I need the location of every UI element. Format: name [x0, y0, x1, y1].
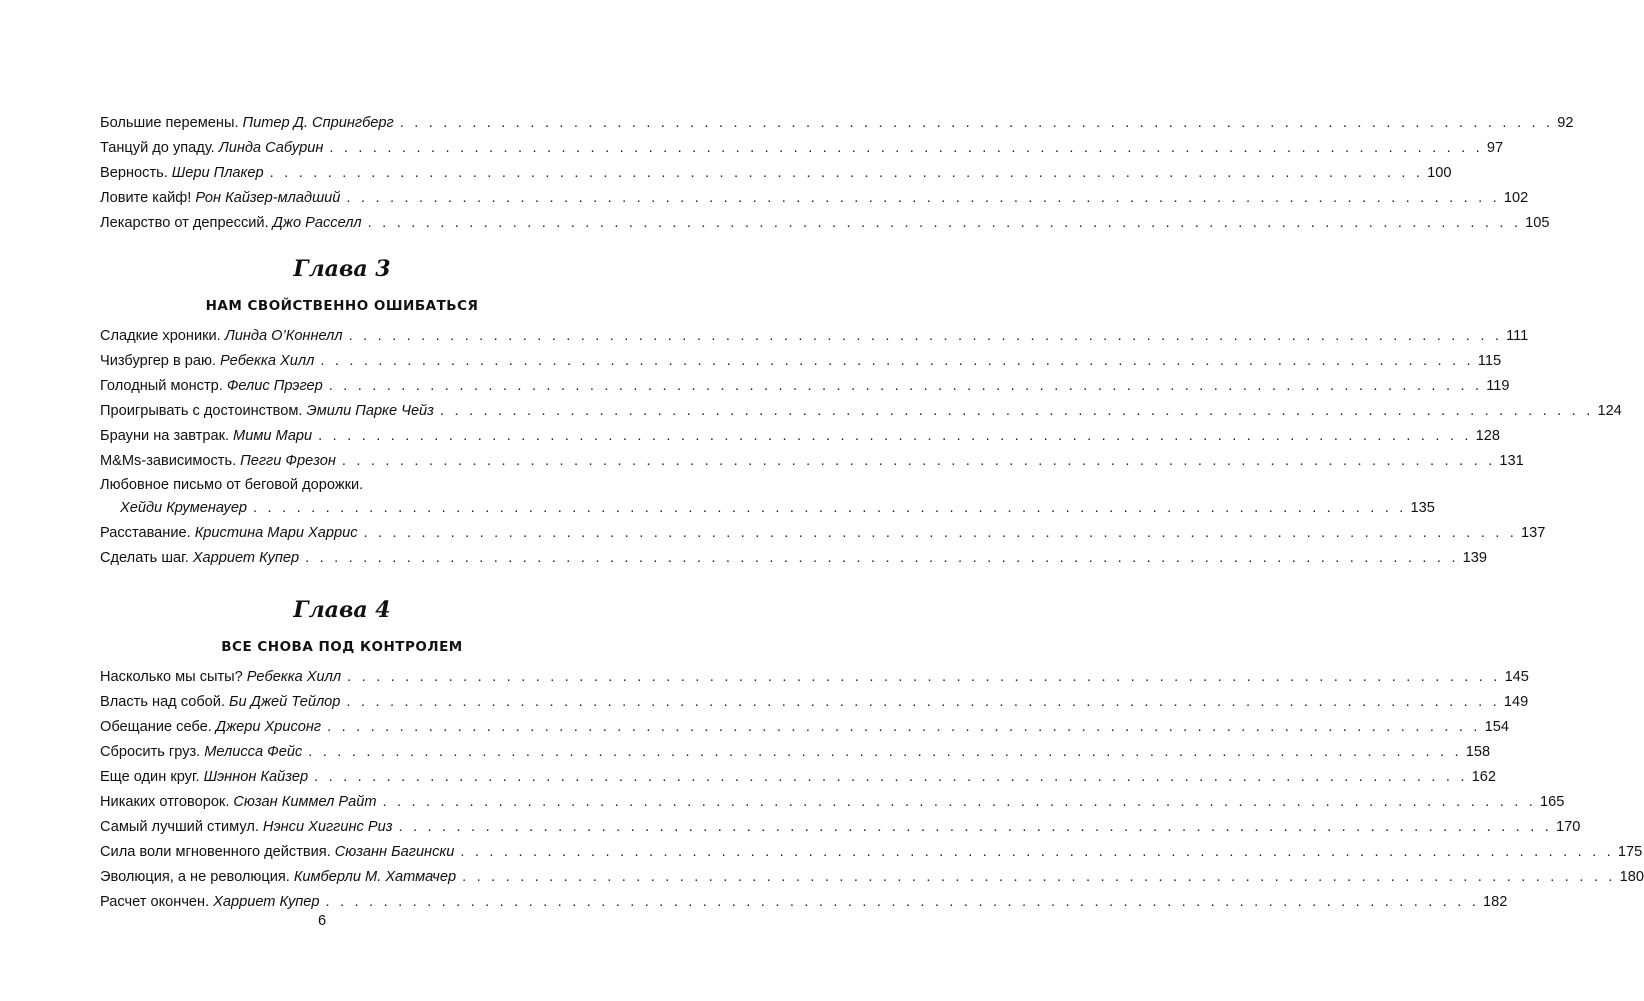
leader-dots: . . . . . . . . . . . . . . . . . . . . . . . . . . . . . . . . . . . . . . . . . . . . . . . . . . . . . . . . . . . . . . . . . . . . . . . . . . . . . . . .: [320, 353, 1474, 369]
entry-page: 119: [1486, 378, 1510, 394]
toc-entry: [100, 374, 1510, 399]
leader-dots: . . . . . . . . . . . . . . . . . . . . . . . . . . . . . . . . . . . . . . . . . . . . . . . . . . . . . . . . . . . . . . . . . . . . . . . . . . . . . . . .: [439, 403, 1594, 419]
entry-title: Сладкие хроники.: [100, 328, 221, 344]
entry-author: Сюзанн Багински: [334, 844, 455, 860]
chapter-4-subtitle: ВСЕ СНОВА ПОД КОНТРОЛЕМ: [221, 639, 463, 655]
entry-author: Линда Сабурин: [218, 140, 324, 156]
entry-page: 111: [1506, 328, 1529, 344]
leader-dots: . . . . . . . . . . . . . . . . . . . . . . . . . . . . . . . . . . . . . . . . . . . . . . . . . . . . . . . . . . . . . . . . . . . . . . . . . . . . . . . .: [346, 190, 1500, 206]
entry-page: 97: [1486, 140, 1504, 156]
entry-page: 154: [1484, 719, 1509, 735]
entry-page: 92: [1557, 115, 1574, 131]
toc-page: [100, 111, 1644, 915]
toc-entry: [100, 111, 1574, 136]
leader-dots: . . . . . . . . . . . . . . . . . . . . . . . . . . . . . . . . . . . . . . . . . . . . . . . . . . . . . . . . . . . . . . . . . . . . . . . . . . . . . . . .: [347, 669, 1501, 685]
entry-author: Кристина Мари Харрис: [194, 525, 358, 541]
entry-author: Рон Кайзер-младший: [195, 190, 341, 206]
page-number: 6: [317, 913, 327, 929]
entry-page: 165: [1539, 794, 1565, 810]
leader-dots: . . . . . . . . . . . . . . . . . . . . . . . . . . . . . . . . . . . . . . . . . . . . . . . . . . . . . . . . . . . . . . . . . . . . . . . . . . . . . . . .: [348, 328, 1503, 344]
toc-entry: [100, 690, 1529, 715]
entry-author: Джо Расселл: [272, 215, 362, 231]
entry-page: 102: [1503, 190, 1529, 206]
entry-title: Большие перемены.: [100, 115, 239, 131]
leader-dots: . . . . . . . . . . . . . . . . . . . . . . . . . . . . . . . . . . . . . . . . . . . . . . . . . . . . . . . . . . . . . . . . . . . . . . . . . . . . . . . .: [325, 894, 1480, 910]
toc-chapter-4-list: [100, 665, 1644, 915]
entry-author: Пегги Фрезон: [240, 453, 336, 469]
toc-entry: [100, 521, 1546, 546]
entry-title: Власть над собой.: [100, 694, 226, 710]
toc-entry: [100, 449, 1524, 474]
entry-title: Танцуй до упаду.: [100, 140, 215, 156]
entry-author: Шэннон Кайзер: [203, 769, 309, 785]
toc-chapter-3-list: [100, 324, 1622, 571]
toc-entry: [100, 715, 1509, 740]
entry-title: Брауни на завтрак.: [100, 428, 230, 444]
entry-author: Линда О’Коннелл: [224, 328, 343, 344]
entry-page: 137: [1521, 525, 1546, 541]
entry-author: Фелис Прэгер: [226, 378, 323, 394]
toc-entry: [100, 665, 1529, 690]
toc-entry-continuation: [100, 496, 1435, 521]
leader-dots: . . . . . . . . . . . . . . . . . . . . . . . . . . . . . . . . . . . . . . . . . . . . . . . . . . . . . . . . . . . . . . . . . . . . . . . . . . . . . . . .: [382, 794, 1536, 810]
entry-page: 131: [1499, 453, 1524, 469]
entry-author: Харриет Купер: [213, 894, 320, 910]
entry-author: Кимберли М. Хатмачер: [293, 869, 457, 885]
toc-entry: [100, 890, 1508, 915]
toc-entry: [100, 546, 1487, 571]
toc-section-top: [100, 111, 1574, 236]
toc-entry: [100, 815, 1581, 840]
entry-page: 128: [1475, 428, 1501, 444]
toc-entry: [100, 211, 1550, 236]
entry-page: 145: [1504, 669, 1529, 685]
leader-dots: . . . . . . . . . . . . . . . . . . . . . . . . . . . . . . . . . . . . . . . . . . . . . . . . . . . . . . . . . . . . . . . . . . . . . . . . . . . . . . . .: [460, 844, 1614, 860]
entry-title: Чизбургер в раю.: [100, 353, 217, 369]
entry-title: Лекарство от депрессий.: [100, 215, 269, 231]
entry-author: Эмили Парке Чейз: [306, 403, 434, 419]
entry-title: Обещание себе.: [100, 719, 212, 735]
leader-dots: . . . . . . . . . . . . . . . . . . . . . . . . . . . . . . . . . . . . . . . . . . . . . . . . . . . . . . . . . . . . . . . . . . . . . . . . . . . . . . . .: [318, 428, 1472, 444]
toc-entry: [100, 349, 1502, 374]
toc-entry: [100, 865, 1644, 890]
entry-title: Ловите кайф!: [100, 190, 192, 206]
entry-page: 170: [1556, 819, 1581, 835]
entry-title: Голодный монстр.: [100, 378, 223, 394]
toc-entry: [100, 765, 1496, 790]
entry-title: Самый лучший стимул.: [100, 819, 259, 835]
chapter-3-heading: Глава 3: [293, 256, 391, 282]
entry-title: M&Ms-зависимость.: [100, 453, 237, 469]
leader-dots: . . . . . . . . . . . . . . . . . . . . . . . . . . . . . . . . . . . . . . . . . . . . . . . . . . . . . . . . . . . . . . . . . . . . . . . . . . . . . . . .: [314, 769, 1468, 785]
leader-dots: . . . . . . . . . . . . . . . . . . . . . . . . . . . . . . . . . . . . . . . . . . . . . . . . . . . . . . . . . . . . . . . . . . . . . . . . . . . . . . . .: [346, 694, 1500, 710]
leader-dots: . . . . . . . . . . . . . . . . . . . . . . . . . . . . . . . . . . . . . . . . . . . . . . . . . . . . . . . . . . . . . . . . . . . . . . . . . . . . . . . .: [328, 378, 1483, 394]
entry-page: 175: [1617, 844, 1643, 860]
chapter-3-subtitle: НАМ СВОЙСТВЕННО ОШИБАТЬСЯ: [205, 298, 479, 314]
entry-author: Джери Хрисонг: [215, 719, 322, 735]
entry-title: Насколько мы сыты?: [100, 669, 243, 685]
leader-dots: . . . . . . . . . . . . . . . . . . . . . . . . . . . . . . . . . . . . . . . . . . . . . . . . . . . . . . . . . . . . . . . . . . . . . . . . . . . . . . . .: [341, 453, 1496, 469]
entry-page: 158: [1465, 744, 1491, 760]
entry-page: 162: [1471, 769, 1496, 785]
toc-entry: [100, 424, 1501, 449]
toc-entry: [100, 136, 1504, 161]
entry-author: Нэнси Хиггинс Риз: [262, 819, 393, 835]
leader-dots: . . . . . . . . . . . . . . . . . . . . . . . . . . . . . . . . . . . . . . . . . . . . . . . . . . . . . . . . . . . . . . . . . . . . . . . . . . . . . . . .: [269, 165, 1424, 181]
entry-title: Проигрывать с достоинством.: [100, 403, 303, 419]
entry-author: Питер Д. Спрингберг: [242, 115, 394, 131]
leader-dots: . . . . . . . . . . . . . . . . . . . . . . . . . . . . . . . . . . . . . . . . . . . . . . . . . . . . . . . . . . . . . . . . . . . . . . . . . . . . . . . .: [462, 869, 1616, 885]
entry-page: 124: [1597, 403, 1622, 419]
toc-entry: [100, 399, 1622, 424]
entry-title: Расставание.: [100, 525, 191, 541]
leader-dots: . . . . . . . . . . . . . . . . . . . . . . . . . . . . . . . . . . . . . . . . . . . . . . . . . . . . . . . . . . . . . . . . . . . . . . . . . . . . . . . .: [398, 819, 1552, 835]
entry-title: Никаких отговорок.: [100, 794, 230, 810]
entry-page: 105: [1525, 215, 1550, 231]
leader-dots: . . . . . . . . . . . . . . . . . . . . . . . . . . . . . . . . . . . . . . . . . . . . . . . . . . . . . . . . . . . . . . . . . . . . . . . . . . . . . . . .: [327, 719, 1481, 735]
entry-title: Расчет окончен.: [100, 894, 210, 910]
entry-page: 115: [1477, 353, 1502, 369]
entry-title: Еще один круг.: [100, 769, 200, 785]
entry-author: Мими Мари: [233, 428, 313, 444]
entry-author: Харриет Купер: [192, 550, 300, 566]
entry-title: Сила воли мгновенного действия.: [100, 844, 331, 860]
entry-author: Ребекка Хилл: [246, 669, 342, 685]
leader-dots: . . . . . . . . . . . . . . . . . . . . . . . . . . . . . . . . . . . . . . . . . . . . . . . . . . . . . . . . . . . . . . . . . . . . . . . . . . . . . . . .: [363, 525, 1517, 541]
entry-author: Би Джей Тейлор: [229, 694, 341, 710]
entry-title: Эволюция, а не революция.: [100, 869, 290, 885]
leader-dots: . . . . . . . . . . . . . . . . . . . . . . . . . . . . . . . . . . . . . . . . . . . . . . . . . . . . . . . . . . . . . . . . . . . . . . . . . . . . . . . .: [308, 744, 1462, 760]
entry-author: Шери Плакер: [171, 165, 264, 181]
toc-entry: [100, 840, 1643, 865]
leader-dots: . . . . . . . . . . . . . . . . . . . . . . . . . . . . . . . . . . . . . . . . . . . . . . . . . . . . . . . . . . . . . . . . . . . . . . . . . . . . . . . .: [399, 115, 1554, 131]
leader-dots: . . . . . . . . . . . . . . . . . . . . . . . . . . . . . . . . . . . . . . . . . . . . . . . . . . . . . . . . . . . . . . . . . . . . . . . . . . . . . . . .: [253, 500, 1407, 516]
leader-dots: . . . . . . . . . . . . . . . . . . . . . . . . . . . . . . . . . . . . . . . . . . . . . . . . . . . . . . . . . . . . . . . . . . . . . . . . . . . . . . . .: [305, 550, 1459, 566]
toc-entry: [100, 474, 584, 496]
toc-entry: [100, 790, 1565, 815]
entry-page: 135: [1410, 500, 1435, 516]
toc-entry: [100, 161, 1452, 186]
leader-dots: . . . . . . . . . . . . . . . . . . . . . . . . . . . . . . . . . . . . . . . . . . . . . . . . . . . . . . . . . . . . . . . . . . . . . . . . . . . . . . . .: [367, 215, 1522, 231]
entry-author: Сюзан Киммел Райт: [233, 794, 377, 810]
entry-page: 180: [1619, 869, 1644, 885]
entry-title: Любовное письмо от беговой дорожки.: [100, 477, 364, 493]
entry-page: 182: [1483, 894, 1508, 910]
entry-page: 100: [1427, 165, 1452, 181]
toc-entry: [100, 186, 1529, 211]
entry-author: Ребекка Хилл: [220, 353, 315, 369]
toc-entry: [100, 324, 1529, 349]
entry-author: Мелисса Фейс: [204, 744, 303, 760]
chapter-4-heading: Глава 4: [293, 597, 391, 623]
entry-title: Верность.: [100, 165, 168, 181]
entry-title: Сделать шаг.: [100, 550, 189, 566]
entry-page: 139: [1462, 550, 1487, 566]
toc-entry: [100, 740, 1491, 765]
entry-title: Сбросить груз.: [100, 744, 201, 760]
entry-author: Хейди Круменауер: [120, 500, 248, 516]
entry-page: 149: [1503, 694, 1529, 710]
leader-dots: . . . . . . . . . . . . . . . . . . . . . . . . . . . . . . . . . . . . . . . . . . . . . . . . . . . . . . . . . . . . . . . . . . . . . . . . . . . . . . . .: [329, 140, 1483, 156]
